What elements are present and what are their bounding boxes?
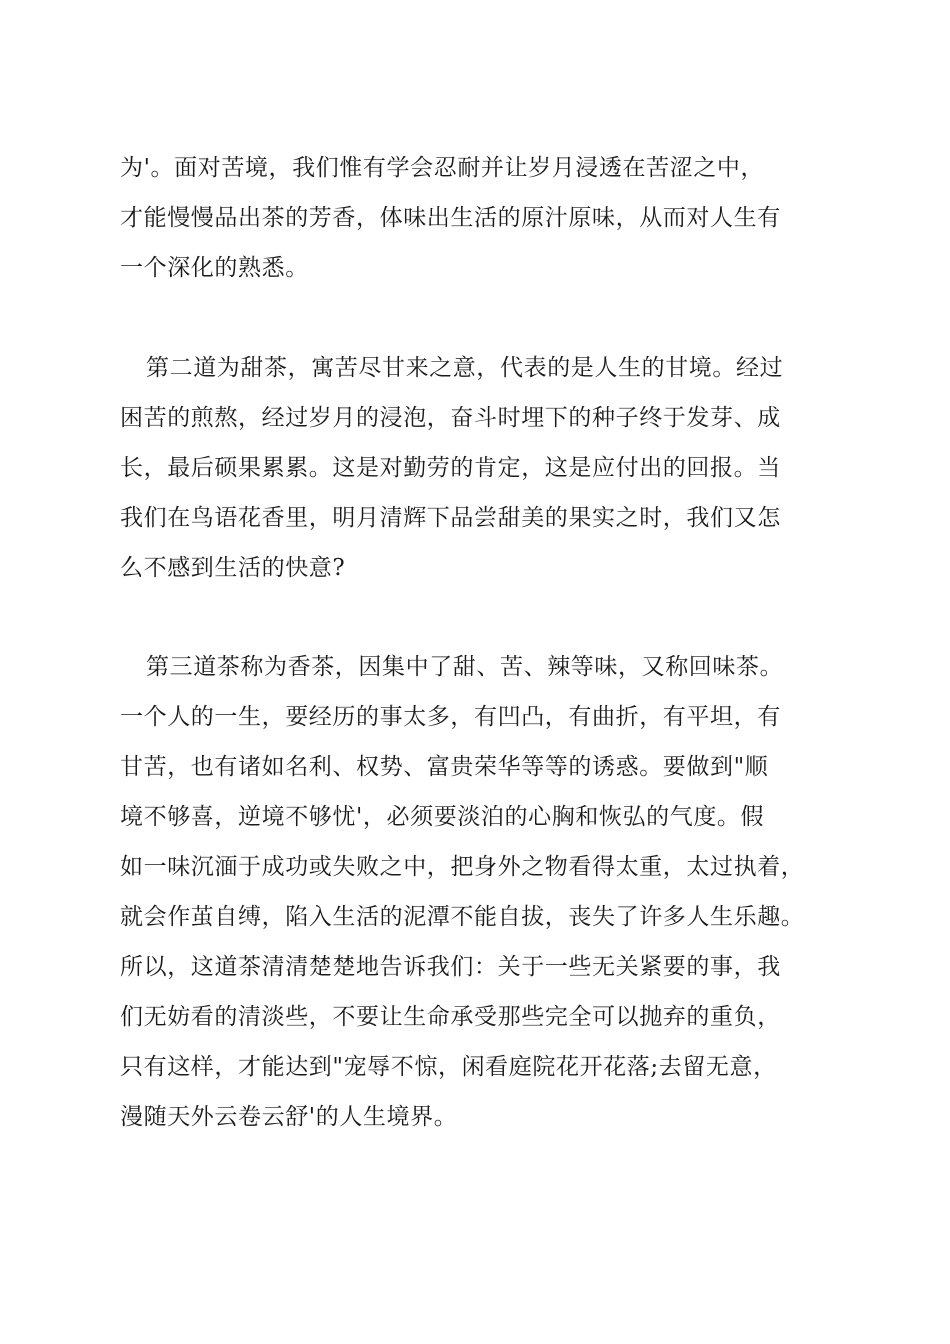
text-line: 一个人的一生，要经历的事太多，有凹凸，有曲折，有平坦，有 — [120, 704, 781, 730]
text-line: 就会作茧自缚，陷入生活的泥潭不能自拔，丧失了许多人生乐趣。 — [120, 904, 805, 930]
text-line: 我们在鸟语花香里，明月清辉下品尝甜美的果实之时，我们又怎 — [120, 505, 781, 531]
text-line: 一个深化的熟悉。 — [120, 255, 309, 281]
text-line: 第三道茶称为香茶，因集中了甜、苦、辣等味，又称回味茶。 — [146, 654, 784, 680]
text-line: 为'。面对苦境，我们惟有学会忍耐并让岁月浸透在苦涩之中， — [120, 155, 765, 181]
text-line: 么不感到生活的快意? — [120, 555, 346, 581]
text-line: 甘苦，也有诸如名利、权势、富贵荣华等等的诱惑。要做到"顺 — [120, 754, 769, 780]
text-line: 只有这样，才能达到"宠辱不惊，闲看庭院花开花落;去留无意， — [120, 1054, 777, 1080]
text-line: 们无妨看的清淡些，不要让生命承受那些完全可以抛弃的重负， — [120, 1004, 781, 1030]
paragraph-2 — [120, 343, 840, 593]
text-line: 才能慢慢品出茶的芳香，体味出生活的原汁原味，从而对人生有 — [120, 205, 781, 231]
paragraph-3 — [120, 642, 840, 1142]
text-line: 困苦的煎熬，经过岁月的浸泡，奋斗时埋下的种子终于发芽、成 — [120, 405, 781, 431]
text-line: 如一味沉湎于成功或失败之中，把身外之物看得太重，太过执着， — [120, 854, 805, 880]
text-line: 所以，这道茶清清楚楚地告诉我们：关于一些无关紧要的事，我 — [120, 954, 781, 980]
text-line: 境不够喜，逆境不够忧'，必须要淡泊的心胸和恢弘的气度。假 — [120, 804, 765, 830]
text-line: 长，最后硕果累累。这是对勤劳的肯定，这是应付出的回报。当 — [120, 455, 781, 481]
text-line: 漫随天外云卷云舒'的人生境界。 — [120, 1104, 458, 1130]
text-line: 第二道为甜茶，寓苦尽甘来之意，代表的是人生的甘境。经过 — [146, 355, 784, 381]
paragraph-1 — [120, 143, 840, 293]
